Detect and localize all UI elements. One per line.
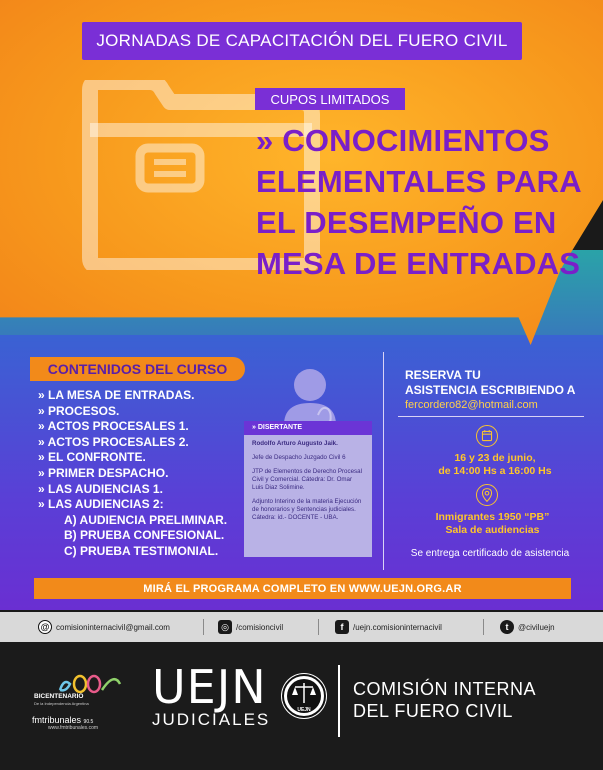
event-dates xyxy=(415,452,575,478)
location-pin-icon xyxy=(476,484,498,506)
fm-tribunales-logo xyxy=(32,715,93,725)
room-line: Sala de audiencias xyxy=(445,524,540,536)
social-twitter-text: @civiluejn xyxy=(518,622,555,632)
comision-line: DEL FUERO CIVIL xyxy=(353,701,513,721)
bicentenario-sub: De la Independencia Argentina xyxy=(34,701,89,706)
social-facebook[interactable] xyxy=(335,612,442,642)
reserva-line: RESERVA TU xyxy=(405,368,481,382)
fm-url: www.fmtribunales.com xyxy=(48,725,99,731)
facebook-icon: f xyxy=(335,620,349,634)
social-instagram[interactable] xyxy=(218,612,283,642)
speaker-role: JTP de Elementos de Derecho Procesal Civil y Comercial. Cátedra: Dr. Omar Luis Diaz Solimine. xyxy=(252,468,362,491)
social-separator xyxy=(318,619,319,635)
course-title xyxy=(256,120,596,284)
list-item: » LAS AUDIENCIAS 1. xyxy=(38,481,163,496)
contents-heading: CONTENIDOS DEL CURSO xyxy=(30,357,245,381)
judiciales-text: JUDICIALES xyxy=(152,710,271,729)
list-item: » EL CONFRONTE. xyxy=(38,450,146,465)
social-separator xyxy=(483,619,484,635)
vertical-divider xyxy=(383,352,384,570)
title-line: EL DESEMPEÑO EN xyxy=(256,205,557,240)
speaker-card xyxy=(244,421,372,557)
social-bar xyxy=(0,612,603,642)
list-item: » PRIMER DESPACHO. xyxy=(38,465,169,480)
social-separator xyxy=(203,619,204,635)
horizontal-divider xyxy=(398,416,584,417)
reserva-line: ASISTENCIA ESCRIBIENDO A xyxy=(405,383,576,397)
certificate-note: Se entrega certificado de asistencia xyxy=(410,548,570,559)
twitter-icon: t xyxy=(500,620,514,634)
social-instagram-text: /comisioncivil xyxy=(236,622,284,632)
title-line: » CONOCIMIENTOS xyxy=(256,123,550,158)
reserva-heading xyxy=(405,368,575,398)
list-item: » LA MESA DE ENTRADAS. xyxy=(38,388,195,402)
instagram-icon: ◎ xyxy=(218,620,232,634)
time-line: de 14:00 Hs a 16:00 Hs xyxy=(438,465,552,477)
address-line: Inmigrantes 1950 “PB” xyxy=(435,511,550,523)
title-line: ELEMENTALES PARA xyxy=(256,164,582,199)
social-twitter[interactable] xyxy=(500,612,555,642)
social-email[interactable] xyxy=(38,612,170,642)
date-line: 16 y 23 de junio, xyxy=(454,452,536,464)
bicentenario-label: BICENTENARIO xyxy=(34,693,84,700)
comision-interna-title xyxy=(353,678,536,722)
fm-name: fmtribunales xyxy=(32,715,82,725)
list-item: » PROCESOS. xyxy=(38,403,120,418)
list-subitem: A) AUDIENCIA PRELIMINAR. xyxy=(64,512,228,527)
contents-list xyxy=(38,388,227,560)
title-line: MESA DE ENTRADAS xyxy=(256,246,581,281)
speaker-role: Jefe de Despacho Juzgado Civil 6 xyxy=(252,454,346,461)
footer-divider xyxy=(338,665,340,737)
comision-line: COMISIÓN INTERNA xyxy=(353,679,537,699)
event-address xyxy=(405,511,580,537)
speaker-avatar-icon xyxy=(278,365,348,425)
list-item: » LAS AUDIENCIAS 2: xyxy=(38,497,164,512)
speaker-name: Rodolfo Arturo Augusto Jaik. xyxy=(252,440,338,447)
social-facebook-text: /uejn.comisioninternacivil xyxy=(353,622,442,632)
uejn-logo-text: UEJN xyxy=(152,660,267,714)
speaker-role: Adjunto Interino de la materia Ejecución de honorarios y Sentencias judiciales. Cátedra: íd.- DOCENTE - UBA. xyxy=(252,498,362,521)
seal-text: UEJN xyxy=(297,707,311,713)
list-subitem: B) PRUEBA CONFESIONAL. xyxy=(64,528,225,543)
header-title: JORNADAS DE CAPACITACIÓN DEL FUERO CIVIL xyxy=(82,22,522,60)
program-link-bar[interactable]: MIRÁ EL PROGRAMA COMPLETO EN WWW.UEJN.ORG.AR xyxy=(34,578,571,599)
list-item: » ACTOS PROCESALES 2. xyxy=(38,434,189,449)
list-item: » ACTOS PROCESALES 1. xyxy=(38,419,189,434)
calendar-icon xyxy=(476,425,498,447)
contact-email-link[interactable]: fercordero82@hotmail.com xyxy=(405,399,538,411)
at-sign-icon: @ xyxy=(38,620,52,634)
scales-of-justice-seal-icon xyxy=(281,673,327,719)
speaker-label: » DISERTANTE xyxy=(244,421,372,435)
fm-frequency: 90.5 xyxy=(83,719,94,725)
social-email-text: comisioninternacivil@gmail.com xyxy=(56,622,170,632)
cupos-limitados-badge: CUPOS LIMITADOS xyxy=(255,88,405,110)
list-subitem: C) PRUEBA TESTIMONIAL. xyxy=(64,543,219,558)
